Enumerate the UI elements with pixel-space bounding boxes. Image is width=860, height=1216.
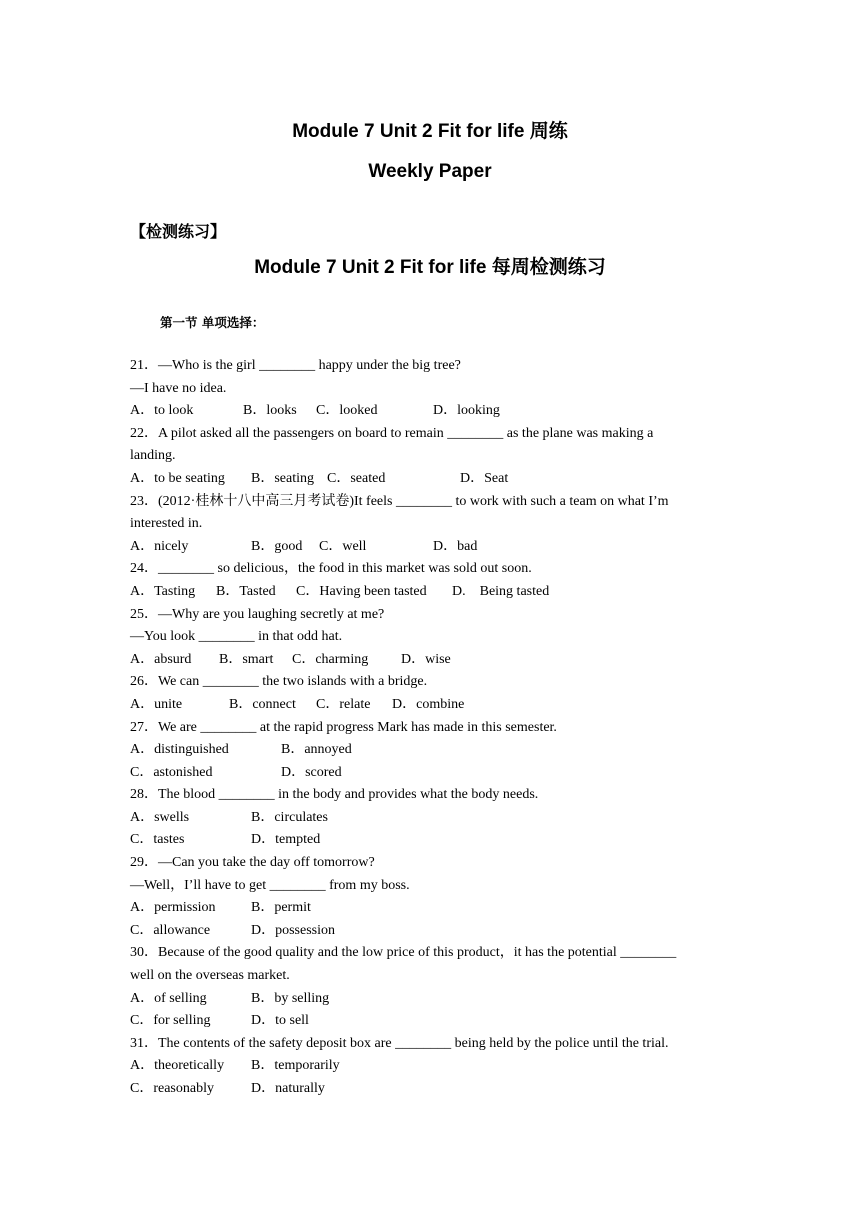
question-21-stem: 21．—Who is the girl ________ happy under the big tree? (130, 358, 461, 373)
question-31-stem: 31．The contents of the safety deposit box are ________ being held by the police until the trial. (130, 1035, 669, 1051)
question-25-stem-continued: —You look ________ in that odd hat. (130, 629, 343, 645)
question-24-options (130, 581, 740, 604)
part-label: 第一节 单项选择： (160, 315, 265, 330)
question-23-stem-continued: interested in. (130, 516, 203, 532)
document-subtitle: Weekly Paper (368, 161, 492, 182)
document-title: Module 7 Unit 2 Fit for life 周练 (292, 121, 568, 142)
option-a: A．Tasting (130, 583, 196, 599)
question-list (130, 355, 740, 1101)
question-28-options-ab (130, 807, 740, 830)
option-a: A．absurd (130, 651, 192, 667)
question-29-stem: 29．—Can you take the day off tomorrow? (130, 855, 375, 871)
option-d: D．scored (281, 764, 342, 780)
option-b: B．smart (219, 651, 274, 667)
option-a: A．nicely (130, 538, 189, 554)
option-a: A．swells (130, 809, 190, 825)
option-a: A．to look (130, 403, 194, 419)
option-b: B．circulates (251, 809, 328, 825)
option-b: B．temporarily (251, 1058, 340, 1074)
section-tag: 【检测练习】 (130, 222, 227, 241)
option-b: B．looks (243, 403, 297, 419)
question-28-options-cd (130, 829, 740, 852)
option-b: B．good (251, 538, 303, 554)
question-22-stem: 22．A pilot asked all the passengers on board to remain ________ as the plane was making a (130, 425, 654, 441)
question-29-options-ab (130, 897, 740, 920)
option-d: D．possession (251, 922, 336, 938)
option-a: A．permission (130, 900, 216, 916)
option-c: C．Having been tasted (296, 583, 427, 599)
option-a: A．theoretically (130, 1058, 225, 1074)
option-d: D．combine (392, 696, 465, 712)
option-c: C．well (319, 538, 367, 554)
question-31-options-ab (130, 1055, 740, 1078)
option-b: B．seating (251, 470, 314, 486)
option-c: C．for selling (130, 1013, 211, 1029)
option-c: C．seated (327, 470, 386, 486)
question-23-stem: 23．(2012·桂林十八中高三月考试卷)It feels ________ to work with such a team on what I’m (130, 493, 669, 509)
question-25-options (130, 649, 740, 672)
question-30-stem-continued: well on the overseas market. (130, 968, 290, 984)
option-b: B．annoyed (281, 742, 352, 758)
option-d: D．bad (433, 538, 478, 554)
question-30-options-ab (130, 988, 740, 1011)
option-d: D. Being tasted (452, 583, 550, 599)
option-c: C．charming (292, 651, 369, 667)
option-a: A．distinguished (130, 742, 229, 758)
question-27-options-cd (130, 762, 740, 785)
option-d: D．wise (401, 651, 451, 667)
option-c: C．tastes (130, 832, 185, 848)
option-b: B．permit (251, 900, 311, 916)
option-d: D．looking (433, 403, 500, 419)
question-26-options (130, 694, 740, 717)
question-22-options (130, 468, 740, 491)
option-d: D．Seat (460, 470, 509, 486)
question-30-options-cd (130, 1010, 740, 1033)
option-a: A．to be seating (130, 470, 225, 486)
option-c: C．astonished (130, 764, 213, 780)
option-b: B．connect (229, 696, 296, 712)
question-29-options-cd (130, 920, 740, 943)
option-c: C．looked (316, 403, 378, 419)
question-22-stem-continued: landing. (130, 448, 176, 464)
question-24-stem: 24．________ so delicious，the food in this market was sold out soon. (130, 561, 532, 577)
option-d: D．naturally (251, 1081, 325, 1096)
question-23-options (130, 536, 740, 559)
question-21-options (130, 400, 740, 423)
question-21-stem-continued: —I have no idea. (130, 380, 227, 396)
question-29-stem-continued: —Well，I’ll have to get ________ from my boss. (130, 877, 410, 893)
option-c: C．relate (316, 696, 371, 712)
option-c: C．reasonably (130, 1081, 214, 1096)
question-30-stem: 30．Because of the good quality and the low price of this product，it has the potential ________ (130, 945, 677, 961)
option-c: C．allowance (130, 922, 211, 938)
option-d: D．tempted (251, 832, 321, 848)
question-25-stem: 25．—Why are you laughing secretly at me? (130, 606, 385, 622)
section-title: Module 7 Unit 2 Fit for life 每周检测练习 (254, 257, 606, 278)
question-31-options-cd (130, 1078, 740, 1101)
question-27-options-ab (130, 739, 740, 762)
question-27-stem: 27．We are ________ at the rapid progress Mark has made in this semester. (130, 719, 557, 735)
question-28-stem: 28．The blood ________ in the body and provides what the body needs. (130, 787, 539, 803)
option-a: A．of selling (130, 990, 207, 1006)
option-a: A．unite (130, 696, 183, 712)
option-d: D．to sell (251, 1013, 309, 1029)
option-b: B．by selling (251, 990, 330, 1006)
question-26-stem: 26．We can ________ the two islands with a bridge. (130, 674, 428, 690)
option-b: B．Tasted (216, 583, 276, 599)
